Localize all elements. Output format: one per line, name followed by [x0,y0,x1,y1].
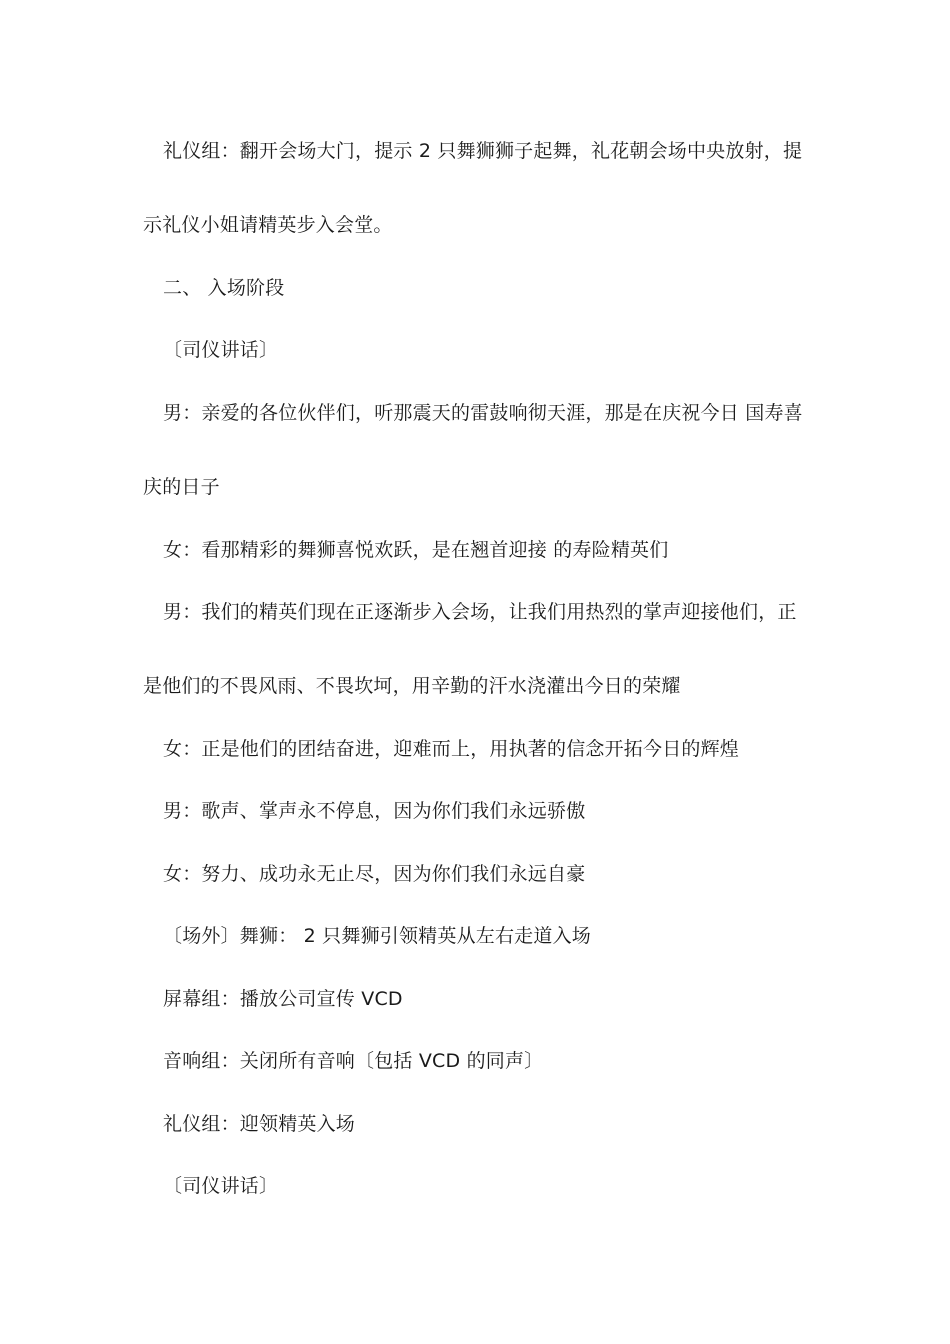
dialogue-line: 男：我们的精英们现在正逐渐步入会场，让我们用热烈的掌声迎接他们，正 [163,601,797,623]
paragraph-line: 礼仪组：翻开会场大门，提示 2 只舞狮狮子起舞，礼花朝会场中央放射，提 [163,140,803,162]
dialogue-line: 女：看那精彩的舞狮喜悦欢跃，是在翘首迎接 的寿险精英们 [163,539,669,561]
stage-direction: 屏幕组：播放公司宣传 VCD [163,988,403,1010]
dialogue-line: 是他们的不畏风雨、不畏坎坷，用辛勤的汗水浇灌出今日的荣耀 [143,675,681,697]
dialogue-line: 女：努力、成功永无止尽，因为你们我们永远自豪 [163,863,586,885]
stage-direction: 音响组：关闭所有音响〔包括 VCD 的同声〕 [163,1050,544,1072]
section-heading: 二、 入场阶段 [163,277,285,299]
dialogue-line: 男：亲爱的各位伙伴们，听那震天的雷鼓响彻天涯，那是在庆祝今日 国寿喜 [163,402,803,424]
paragraph-line: 示礼仪小姐请精英步入会堂。 [143,214,393,236]
stage-direction: 〔司仪讲话〕 [163,339,279,361]
dialogue-line: 庆的日子 [143,476,220,498]
dialogue-line: 男：歌声、掌声永不停息，因为你们我们永远骄傲 [163,800,586,822]
stage-direction: 〔场外〕舞狮： 2 只舞狮引领精英从左右走道入场 [163,925,591,947]
stage-direction: 礼仪组：迎领精英入场 [163,1113,356,1135]
dialogue-line: 女：正是他们的团结奋进，迎难而上，用执著的信念开拓今日的辉煌 [163,738,740,760]
stage-direction: 〔司仪讲话〕 [163,1175,279,1197]
